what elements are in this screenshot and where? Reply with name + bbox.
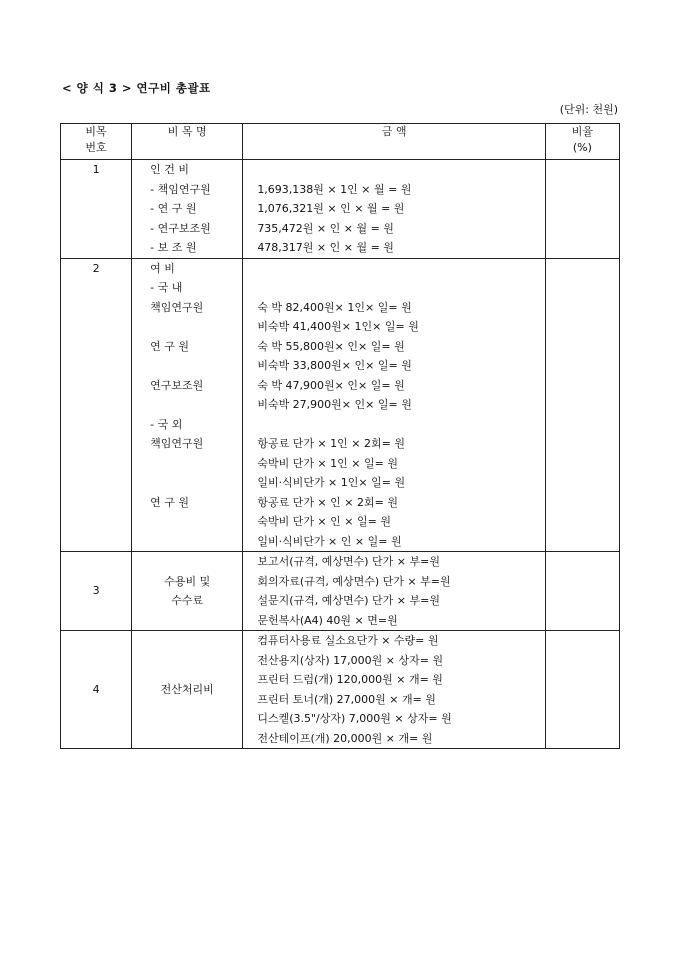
item-cell xyxy=(132,160,243,259)
ratio-cell xyxy=(545,631,619,749)
header-item-name: 비 목 명 xyxy=(132,124,243,160)
section-number xyxy=(61,258,132,552)
section-computing xyxy=(61,631,620,749)
amount-line: 735,472원 × 인 × 월 = 원 xyxy=(257,221,394,235)
amount-line: 1,076,321원 × 인 × 월 = 원 xyxy=(257,202,405,215)
section-number-text: 4 xyxy=(92,682,100,696)
item-line: 인 건 비 xyxy=(150,163,189,176)
header-ratio-line2: (%) xyxy=(572,141,592,154)
item-line: 책임연구원 xyxy=(150,300,204,314)
item-cell xyxy=(132,258,243,552)
section-travel xyxy=(61,258,620,552)
item-line: - 연구보조원 xyxy=(150,221,211,235)
item-line: 수용비 및 xyxy=(164,574,211,588)
unit-note: (단위: 천원) xyxy=(559,103,618,116)
amount-line xyxy=(243,415,545,435)
amount-line: 회의자료(규격, 예상면수) 단가 × 부=원 xyxy=(257,574,451,588)
amount-line: 숙 박 82,400원× 1인× 일= 원 xyxy=(257,300,412,314)
item-line: - 국 내 xyxy=(150,281,183,294)
amount-line: 전산테이프(개) 20,000원 × 개= 원 xyxy=(257,731,433,745)
amount-line: 숙박비 단가 × 인 × 일= 원 xyxy=(257,515,391,528)
header-no-line2: 번호 xyxy=(85,141,107,154)
amount-line: 일비·식비단가 × 인 × 일= 원 xyxy=(257,534,402,548)
item-line: 책임연구원 xyxy=(150,437,204,450)
item-line: - 보 조 원 xyxy=(150,241,197,254)
header-ratio-line1: 비율 xyxy=(571,125,594,138)
amount-line xyxy=(243,259,545,279)
amount-line: 항공료 단가 × 1인 × 2회= 원 xyxy=(257,437,405,450)
amount-line: 비숙박 41,400원× 1인× 일= 원 xyxy=(257,320,419,333)
amount-cell xyxy=(243,631,546,749)
amount-line xyxy=(243,278,545,298)
amount-line: 비숙박 27,900원× 인× 일= 원 xyxy=(257,398,412,411)
amount-line: 보고서(규격, 예상면수) 단가 × 부=원 xyxy=(257,555,440,568)
budget-summary-table xyxy=(60,123,620,749)
item-line xyxy=(132,512,242,532)
item-line: 수수료 xyxy=(171,594,204,607)
item-line xyxy=(132,356,242,376)
item-line xyxy=(132,395,242,415)
section-number xyxy=(61,160,132,259)
amount-line: 숙박비 단가 × 1인 × 일= 원 xyxy=(257,456,398,470)
amount-line: 프린터 토너(개) 27,000원 × 개= 원 xyxy=(257,692,436,706)
item-line xyxy=(132,532,242,552)
amount-cell xyxy=(243,258,546,552)
amount-line: 일비·식비단가 × 1인× 일= 원 xyxy=(257,476,406,489)
section-supplies-fees xyxy=(61,552,620,631)
item-line xyxy=(132,454,242,474)
section-personnel xyxy=(61,160,620,259)
header-amount: 금 액 xyxy=(243,124,546,160)
header-no-line1: 비목 xyxy=(85,125,107,138)
item-line: 여 비 xyxy=(150,261,175,275)
section-number-text: 2 xyxy=(92,261,100,275)
section-number-text: 1 xyxy=(92,163,100,176)
amount-line: 디스켙(3.5"/상자) 7,000원 × 상자= 원 xyxy=(257,712,452,725)
amount-cell xyxy=(243,160,546,259)
amount-line: 478,317원 × 인 × 월 = 원 xyxy=(257,241,394,254)
amount-line: 숙 박 47,900원× 인× 일= 원 xyxy=(257,378,405,392)
amount-line xyxy=(243,160,545,180)
ratio-cell xyxy=(545,258,619,552)
amount-line: 비숙박 33,800원× 인× 일= 원 xyxy=(257,359,412,372)
item-line xyxy=(132,317,242,337)
item-line: 전산처리비 xyxy=(160,682,214,696)
item-line xyxy=(132,473,242,493)
item-line: 연 구 원 xyxy=(150,339,189,353)
item-line: 연 구 원 xyxy=(150,495,189,509)
item-line: 연구보조원 xyxy=(150,378,204,392)
ratio-cell xyxy=(545,552,619,631)
ratio-cell xyxy=(545,160,619,259)
item-line: - 국 외 xyxy=(150,417,183,431)
item-line: - 책임연구원 xyxy=(150,182,211,196)
item-line: - 연 구 원 xyxy=(150,202,197,215)
amount-line: 숙 박 55,800원× 인× 일= 원 xyxy=(257,339,405,353)
amount-cell xyxy=(243,552,546,631)
amount-line: 설문지(규격, 예상면수) 단가 × 부=원 xyxy=(257,594,440,607)
amount-line: 프린터 드럼(개) 120,000원 × 개= 원 xyxy=(257,673,443,686)
header-ratio xyxy=(545,124,619,160)
header-item-no xyxy=(61,124,132,160)
form-title: < 양 식 3 > 연구비 총괄표 xyxy=(62,81,211,95)
amount-line: 1,693,138원 × 1인 × 월 = 원 xyxy=(257,182,412,196)
amount-line: 전산용지(상자) 17,000원 × 상자= 원 xyxy=(257,653,444,667)
header-row xyxy=(61,124,620,160)
amount-line: 문헌복사(A4) 40원 × 면=원 xyxy=(257,613,398,627)
section-number xyxy=(61,552,132,631)
item-cell xyxy=(132,552,243,631)
item-cell xyxy=(132,631,243,749)
section-number xyxy=(61,631,132,749)
amount-line: 컴퓨터사용료 실소요단가 × 수량= 원 xyxy=(257,634,439,647)
amount-line: 항공료 단가 × 인 × 2회= 원 xyxy=(257,495,398,509)
section-number-text: 3 xyxy=(92,584,100,598)
